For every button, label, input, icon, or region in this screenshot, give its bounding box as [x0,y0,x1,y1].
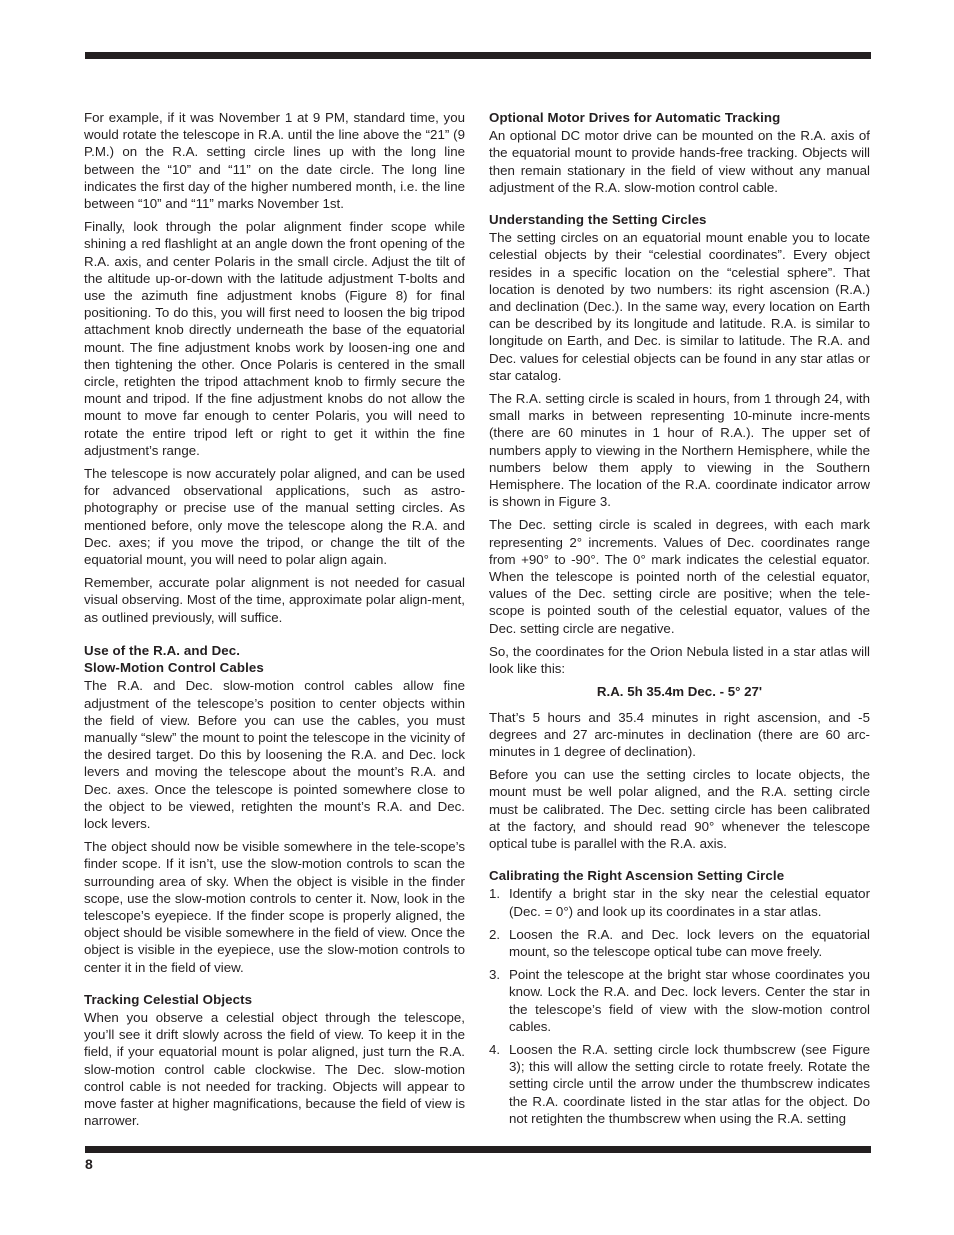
list-text: Point the telescope at the bright star whose coordinates you know. Lock the R.A. and Dec. lock levers. Center the star in the telescope’s field of view with the slow-motion control cables. [509,967,870,1034]
list-item [489,885,870,919]
paragraph: Remember, accurate polar alignment is not needed for casual visual observing. Most of the time, approximate polar align-ment, as outlined previously, will suffice. [84,575,465,625]
paragraph: For example, if it was November 1 at 9 PM, standard time, you would rotate the telescope in R.A. until the line above the “21” (9 P.M.) on the R.A. setting circle lines up with the long line between the “10” and “11” on the date circle. The long line indicates the first day of the higher numbered month, i.e. the line between “10” and “11” marks November 1st. [84,110,465,212]
list-number: 2. [489,926,501,942]
list-number: 3. [489,967,501,983]
paragraph: Before you can use the setting circles to locate objects, the mount must be well polar aligned, and the R.A. setting circle must be calibrated. The Dec. setting circle has been calibrated at the factory, and should read 90° whenever the telescope optical tube is parallel with the R.A. axis. [489,767,870,851]
section-heading-setting-circles: Understanding the Setting Circles [489,212,707,228]
heading-line-2: Slow-Motion Control Cables [84,660,264,676]
list-text: Identify a bright star in the sky near the celestial equator (Dec. = 0°) and look up its coordinates in a star atlas. [509,886,870,919]
paragraph: The R.A. setting circle is scaled in hours, from 1 through 24, with small marks in between representing 10-minute incre-ments (there are 60 minutes in 1 hour of R.A.). The upper set of numbers apply to viewing in the Northern Hemisphere, while the numbers below them apply to viewing in the Southern Hemisphere. The location of the R.A. coordinate indicator arrow is shown in Figure 3. [489,391,870,510]
list-text: Loosen the R.A. setting circle lock thumbscrew (see Figure 3); this will allow the setting circle to rotate freely. Rotate the setting circle until the arrow under the thumbscrew indicates the R.A. coordinate listed in the star atlas for the object. Do not retighten the thumbscrew when using the R.A. setting [509,1041,870,1126]
paragraph: The object should now be visible somewhere in the tele-scope’s finder scope. If it isn’t, use the slow-motion controls to scan the surrounding area of sky. When the object is visible in the finder scope, use the slow-motion controls to center it. Now, look in the telescope’s eyepiece. If the finder scope is properly aligned, the object should be visible somewhere in the field of view. Once the object is visible in the eyepiece, use the slow-motion controls to center it in the field of view. [84,839,465,975]
paragraph: Finally, look through the polar alignment finder scope while shining a red flashlight at an angle down the front opening of the R.A. axis, and center Polaris in the small circle. Adjust the tilt of the altitude up-or-down with the latitude adjustment T-bolts and use the azimuth fine adjustment knobs (Figure 8) for final positioning. To do this, you will first need to loosen the big tripod attachment knob directly underneath the base of the equatorial mount. The fine adjustment knobs work by loosen-ing one and then tightening the other. Once Polaris is centered in the small circle, retighten the tripod attachment knob to firmly secure the mount and tripod. If the fine adjustment knobs do not allow the mount to move far enough to center Polaris, you will need to rotate the entire tripod left or right to get it within the fine adjustment’s range. [84,219,465,458]
list-item [489,926,870,960]
list-number: 1. [489,886,501,902]
section-heading-tracking: Tracking Celestial Objects [84,991,253,1007]
bottom-rule [85,1146,871,1153]
page-number: 8 [85,1156,93,1172]
section-heading-motor-drives: Optional Motor Drives for Automatic Tracking [489,110,781,125]
right-column [489,109,870,1133]
paragraph: The Dec. setting circle is scaled in degrees, with each mark representing 2° increments. Values of Dec. coordinates range from +90° to -90°. The 0° mark indicates the celestial equator. When the telescope is pointed north of the celestial equator, values of the Dec. setting circle are positive; when the tele-scope is pointed south of the celestial equator, values of the Dec. setting circle are negative. [489,517,870,636]
paragraph: So, the coordinates for the Orion Nebula listed in a star atlas will look like this: [489,643,870,677]
left-column [84,109,465,1135]
paragraph: The setting circles on an equatorial mount enable you to locate celestial objects by their “celestial coordinates”. Every object resides in a specific location on the “celestial sphere”. That location is denoted by two numbers: its right ascension (R.A.) and declination (Dec.). In the same way, every location on Earth can be described by its longitude and latitude. R.A. is similar to longitude on Earth, and Dec. is similar to latitude. The R.A. and Dec. values for celestial objects can be found in any star atlas or star catalog. [489,230,870,383]
paragraph: The R.A. and Dec. slow-motion control cables allow fine adjustment of the telescope’s position to center objects within the field of view. Before you can use the cables, you must manually “slew” the mount to point the telescope in the vicinity of the desired target. Do this by loosening the R.A. and Dec. lock levers and moving the telescope about the mount’s R.A. and Dec. axes. Once the telescope is pointed somewhere close to the object to be viewed, retighten the mount’s R.A. and Dec. lock levers. [84,678,465,831]
heading-line-1: Use of the R.A. and Dec. [84,642,241,658]
section-heading-calibrating: Calibrating the Right Ascension Setting Circle [489,868,785,884]
calibration-steps [489,885,870,1127]
paragraph: When you observe a celestial object through the telescope, you’ll see it drift slowly across the field of view. To keep it in the field, if your equatorial mount is polar aligned, just turn the R.A. slow-motion control cable clockwise. The Dec. slow-motion control cable is not needed for tracking. Objects will appear to move faster at higher magnifications, because the field of view is narrower. [84,1009,465,1129]
list-number: 4. [489,1041,501,1057]
paragraph: That’s 5 hours and 35.4 minutes in right ascension, and -5 degrees and 27 arc-minutes in declination (there are 60 arc-minutes in 1 degree of declination). [489,709,870,759]
section-heading-slow-motion [84,642,465,676]
coordinates-example: R.A. 5h 35.4m Dec. - 5° 27' [596,684,763,700]
list-text: Loosen the R.A. and Dec. lock levers on the equatorial mount, so the telescope optical tube can move freely. [509,926,870,959]
top-rule [85,52,871,59]
paragraph: The telescope is now accurately polar aligned, and can be used for advanced observational applications, such as astro-photography or precise use of the manual setting circles. As mentioned before, only move the telescope along the R.A. and Dec. axes; if you move the tripod, or change the tilt of the equatorial mount, you will need to polar align again. [84,466,465,568]
list-item [489,1041,870,1127]
list-item [489,966,870,1035]
paragraph: An optional DC motor drive can be mounted on the R.A. axis of the equatorial mount to provide hands-free tracking. Objects will then remain stationary in the field of view without any manual adjustment of the R.A. slow-motion control cable. [489,128,870,195]
